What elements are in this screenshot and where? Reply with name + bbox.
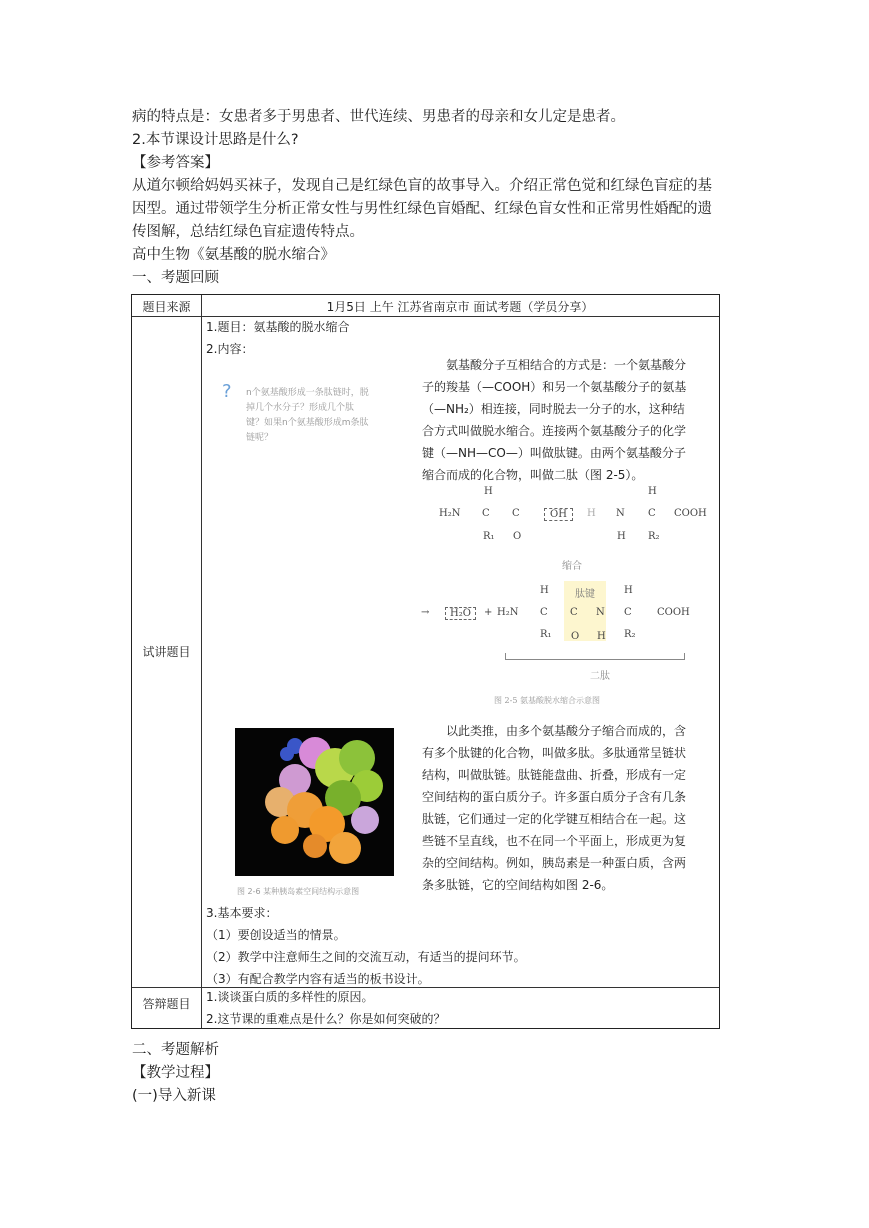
source-value: 1月5日 上午 江苏省南京市 面试考题（学员分享） (326, 300, 594, 314)
defense-label: 答辩题目 (142, 997, 191, 1011)
basic-requirements: 3.基本要求： （1）要创设适当的情景。 （2）教学中注意师生之间的交流互动，有适当的提问环节。 （3）有配合教学内容有适当的板书设计。 (206, 906, 526, 986)
content-label: 2.内容： (206, 342, 254, 356)
question-mark-icon: ? (222, 381, 232, 402)
insulin-structure-image (235, 728, 394, 876)
paragraph: 病的特点是：女患者多于男患者、世代连续、男患者的母亲和女儿定是患者。 (132, 109, 625, 125)
description-2: 以此类推，由多个氨基酸分子缩合而成的，含 有多个肽键的化合物，叫做多肽。多肽通常呈链状 结构，叫做肽链。肽链能盘曲、折叠，形成有一定 空间结构的蛋白质分子。许多蛋白质分子含有几条 肽链，它们通过一定的化学键互相结合在一起。这 些链不呈直线，也不在同一个平面上，形成更为复 杂的空间结构。例如，胰岛素是一种蛋白质，含两 条多肽链，它的空间结构如图 2-6。 (422, 724, 687, 892)
source-label: 题目来源 (142, 300, 191, 314)
question-2: 2.本节课设计思路是什么? (132, 132, 299, 148)
section-heading-1: 一、考题回顾 (132, 270, 219, 286)
figure-2-6-caption: 图 2-6 某种胰岛素空间结构示意图 (237, 887, 360, 896)
teaching-process-heading: 【教学过程】 (132, 1065, 219, 1081)
description-1: 氨基酸分子互相结合的方式是：一个氨基酸分 子的羧基（—COOH）和另一个氨基酸分子的氨基 （—NH₂）相连接，同时脱去一分子的水，这种结 合方式叫做脱水缩合。连接两个氨基酸分子的化学 键（—NH—CO—）叫做肽键。由两个氨基酸分子 缩合而成的化合物，叫做二肽（图 2-5）。 (422, 358, 687, 482)
lecture-label: 试讲题目 (142, 645, 191, 659)
answer-heading: 【参考答案】 (132, 155, 219, 171)
exam-table: 题目来源 1月5日 上午 江苏省南京市 面试考题（学员分享） 试讲题目 答辩题目 1.题目：氨基酸的脱水缩合 2.内容： ? n个氨基酸形成一条肽链时，脱 掉几个水分子？形成几个肽 键？如果n个氨基酸形成m条肽 链呢？ 氨基酸分子互相结合的方式是：一个氨基酸分 子的羧基（—COOH）和另一个氨基酸分子的氨基 （—NH₂）相连接，同时脱去一分子的水，这种结 合方式叫做脱水缩合。连接两个氨基酸分子的化学 键（—NH—CO—）叫做肽键。由两个氨基酸分子 缩合而成的化合物，叫做二肽（图 2-5）。 H H₂N C C OH N C COOH R₁ O H R₂ H H 缩合 → H₂O + H₂N C H R₁ 肽键 C N O H C H R₂ COOH 二肽 图 2-5 氨基酸脱水缩合示意图 图 2-6 某种胰岛素空间结构示意图 以此类推，由多个氨基酸分子缩合而成的，含 有多个肽键的化合物，叫做多肽。多肽通常呈链状 结构，叫做肽链。肽链能盘曲、折叠，形成有一定 空间结构的蛋白质分子。许多蛋白质分子含有几条 肽链，它们通过一定的化学键互相结合在一起。这 些链不呈直线，也不在同一个平面上，形成更为复 杂的空间结构。例如，胰岛素是一种蛋白质，含两 条多肽链，它的空间结构如图 2-6。 3.基本要求： （1）要创设适当的情景。 （2）教学中注意师生之间的交流互动，有适当的提问环节。 （3）有配合教学内容有适当的板书设计。 1.谈谈蛋白质的多样性的原因。 2.这节课的重难点是什么？你是如何突破的？ (131, 294, 720, 1029)
defense-questions: 1.谈谈蛋白质的多样性的原因。 2.这节课的重难点是什么？你是如何突破的？ (206, 990, 446, 1026)
topic-title: 1.题目：氨基酸的脱水缩合 (206, 320, 350, 334)
side-note: n个氨基酸形成一条肽链时，脱 掉几个水分子？形成几个肽 键？如果n个氨基酸形成m条肽 链呢？ (246, 388, 369, 443)
answer-line-1: 从道尔顿给妈妈买袜子，发现自己是红绿色盲的故事导入。介绍正常色觉和红绿色盲症的基 (132, 178, 712, 194)
lesson-title: 高中生物《氨基酸的脱水缩合》 (132, 247, 335, 263)
section-heading-2: 二、考题解析 (132, 1042, 219, 1058)
intro-heading: (一)导入新课 (132, 1088, 216, 1104)
answer-line-2: 因型。通过带领学生分析正常女性与男性红绿色盲婚配、红绿色盲女性和正常男性婚配的遗 (132, 201, 712, 217)
answer-line-3: 传图解，总结红绿色盲症遗传特点。 (132, 224, 364, 240)
